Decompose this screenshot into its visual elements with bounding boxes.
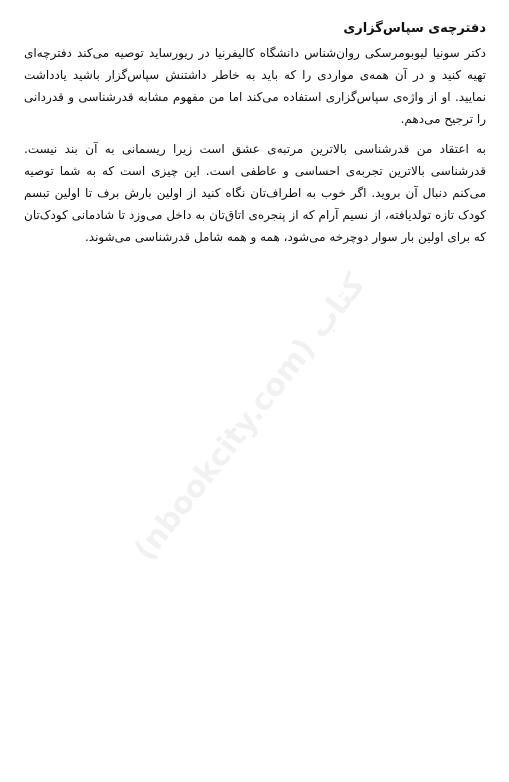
watermark: (nbookcity.com) کتاب — [127, 267, 373, 568]
page-content — [24, 18, 486, 256]
paragraph-1: دکتر سونیا لیوبومرسکی روان‌شناس دانشگاه کالیفرنیا در ریورساید توصیه می‌کند دفترچه‌ای تهیه کنید و در آن همه‌ی مواردی را که باید به خاطر داشتنش سپاس‌گزار باشید یادداشت نمایید. او از واژه‌ی سپاس‌گزاری استفاده می‌کند اما من مفهوم مشابه قدرشناسی و قدردانی را ترجیح می‌دهم. — [24, 46, 486, 126]
section-title: دفترچه‌ی سپاس‌گزاری — [343, 21, 486, 36]
paragraph-2: به اعتقاد من قدرشناسی بالاترین مرتبه‌ی عشق است زیرا ریسمانی به آن بند نیست. قدرشناسی بالاترین تجربه‌ی احساسی و عاطفی است. این چیزی است که به شما توصیه می‌کنم دنبال آن بروید. اگر خوب به اطراف‌تان نگاه کنید از اولین بارش برف تا اولین تبسم کودک تازه تولدیافته، از نسیم آرام که از پنجره‌ی اتاق‌تان به داخل می‌وزد تا شادمانی کودک‌تان که برای اولین بار سوار دوچرخه می‌شود، همه و همه شامل قدرشناسی می‌شوند. — [24, 142, 486, 244]
